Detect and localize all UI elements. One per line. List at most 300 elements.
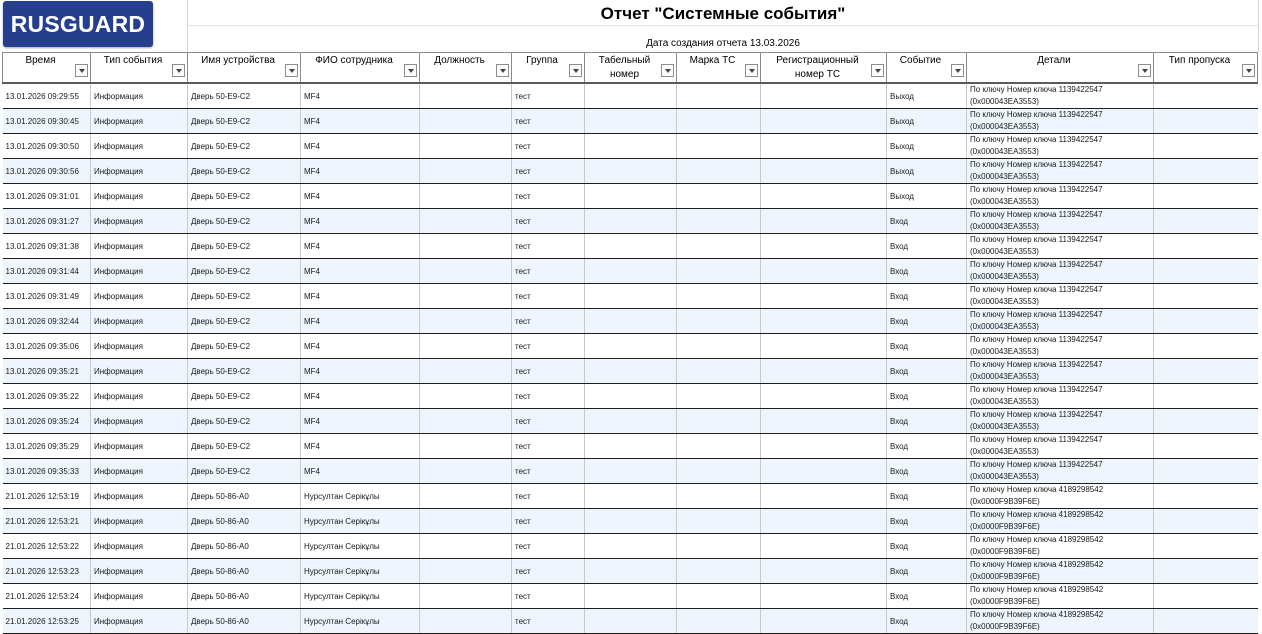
column-header-tabnum[interactable] <box>585 53 677 84</box>
cell-brand[interactable] <box>677 284 761 309</box>
cell-details[interactable]: По ключу Номер ключа 1139422547 (0x000043EA3553) <box>967 159 1154 184</box>
cell-name[interactable]: MF4 <box>301 384 420 409</box>
cell-tabnum[interactable] <box>585 584 677 609</box>
cell-tabnum[interactable] <box>585 509 677 534</box>
cell-tabnum[interactable] <box>585 159 677 184</box>
cell-regnum[interactable] <box>761 409 887 434</box>
column-header-details[interactable] <box>967 53 1154 84</box>
table-row <box>3 509 1258 534</box>
cell-pass[interactable] <box>1154 309 1258 334</box>
cell-type[interactable]: Информация <box>91 234 188 259</box>
cell-time[interactable]: 13.01.2026 09:35:21 <box>3 359 91 384</box>
cell-group[interactable]: тест <box>512 384 585 409</box>
cell-type[interactable]: Информация <box>91 334 188 359</box>
cell-name[interactable]: MF4 <box>301 184 420 209</box>
cell-group[interactable]: тест <box>512 259 585 284</box>
cell-name[interactable]: MF4 <box>301 284 420 309</box>
cell-details[interactable]: По ключу Номер ключа 1139422547 (0x000043EA3553) <box>967 309 1154 334</box>
cell-event[interactable]: Вход <box>887 334 967 359</box>
cell-event[interactable]: Вход <box>887 409 967 434</box>
cell-tabnum[interactable] <box>585 209 677 234</box>
cell-pass[interactable] <box>1154 259 1258 284</box>
cell-group[interactable]: тест <box>512 234 585 259</box>
cell-time[interactable]: 13.01.2026 09:35:22 <box>3 384 91 409</box>
cell-type[interactable]: Информация <box>91 184 188 209</box>
cell-regnum[interactable] <box>761 209 887 234</box>
cell-pass[interactable] <box>1154 559 1258 584</box>
cell-brand[interactable] <box>677 459 761 484</box>
cell-details[interactable]: По ключу Номер ключа 1139422547 (0x000043EA3553) <box>967 209 1154 234</box>
cell-pass[interactable] <box>1154 334 1258 359</box>
cell-regnum[interactable] <box>761 434 887 459</box>
cell-event[interactable]: Вход <box>887 484 967 509</box>
cell-device[interactable]: Дверь 50-E9-C2 <box>188 309 301 334</box>
cell-event[interactable]: Вход <box>887 209 967 234</box>
filter-dropdown-icon[interactable] <box>172 64 185 77</box>
filter-dropdown-icon[interactable] <box>1242 64 1255 77</box>
cell-brand[interactable] <box>677 134 761 159</box>
cell-position[interactable] <box>420 384 512 409</box>
cell-event[interactable]: Вход <box>887 434 967 459</box>
cell-pass[interactable] <box>1154 83 1258 109</box>
cell-brand[interactable] <box>677 534 761 559</box>
cell-regnum[interactable] <box>761 459 887 484</box>
cell-group[interactable]: тест <box>512 559 585 584</box>
cell-brand[interactable] <box>677 559 761 584</box>
cell-details[interactable]: По ключу Номер ключа 1139422547 (0x000043EA3553) <box>967 284 1154 309</box>
cell-time[interactable]: 13.01.2026 09:35:06 <box>3 334 91 359</box>
cell-brand[interactable] <box>677 209 761 234</box>
cell-pass[interactable] <box>1154 384 1258 409</box>
cell-details[interactable]: По ключу Номер ключа 4189298542 (0x0000F9B39F6E) <box>967 484 1154 509</box>
cell-details[interactable]: По ключу Номер ключа 4189298542 (0x0000F9B39F6E) <box>967 584 1154 609</box>
cell-brand[interactable] <box>677 584 761 609</box>
cell-position[interactable] <box>420 559 512 584</box>
cell-brand[interactable] <box>677 159 761 184</box>
filter-dropdown-icon[interactable] <box>404 64 417 77</box>
cell-brand[interactable] <box>677 234 761 259</box>
cell-position[interactable] <box>420 484 512 509</box>
cell-type[interactable]: Информация <box>91 159 188 184</box>
cell-pass[interactable] <box>1154 359 1258 384</box>
column-header-type[interactable] <box>91 53 188 84</box>
cell-name[interactable]: Нурсултан Серікұлы <box>301 609 420 634</box>
cell-pass[interactable] <box>1154 484 1258 509</box>
cell-name[interactable]: MF4 <box>301 234 420 259</box>
cell-type[interactable]: Информация <box>91 534 188 559</box>
cell-name[interactable]: MF4 <box>301 334 420 359</box>
cell-event[interactable]: Вход <box>887 384 967 409</box>
cell-type[interactable]: Информация <box>91 484 188 509</box>
cell-device[interactable]: Дверь 50-E9-C2 <box>188 384 301 409</box>
cell-event[interactable]: Вход <box>887 359 967 384</box>
cell-name[interactable]: MF4 <box>301 359 420 384</box>
cell-time[interactable]: 13.01.2026 09:30:56 <box>3 159 91 184</box>
column-header-position[interactable] <box>420 53 512 84</box>
cell-regnum[interactable] <box>761 83 887 109</box>
cell-details[interactable]: По ключу Номер ключа 4189298542 (0x0000F9B39F6E) <box>967 534 1154 559</box>
cell-name[interactable]: MF4 <box>301 159 420 184</box>
filter-dropdown-icon[interactable] <box>745 64 758 77</box>
cell-tabnum[interactable] <box>585 384 677 409</box>
cell-regnum[interactable] <box>761 584 887 609</box>
cell-group[interactable]: тест <box>512 309 585 334</box>
column-header-group[interactable] <box>512 53 585 84</box>
cell-name[interactable]: Нурсултан Серікұлы <box>301 559 420 584</box>
cell-event[interactable]: Вход <box>887 584 967 609</box>
cell-brand[interactable] <box>677 309 761 334</box>
cell-device[interactable]: Дверь 50-E9-C2 <box>188 334 301 359</box>
cell-name[interactable]: MF4 <box>301 134 420 159</box>
cell-name[interactable]: MF4 <box>301 409 420 434</box>
cell-time[interactable]: 13.01.2026 09:30:45 <box>3 109 91 134</box>
cell-name[interactable]: MF4 <box>301 259 420 284</box>
cell-position[interactable] <box>420 459 512 484</box>
cell-details[interactable]: По ключу Номер ключа 1139422547 (0x000043EA3553) <box>967 134 1154 159</box>
cell-tabnum[interactable] <box>585 234 677 259</box>
cell-device[interactable]: Дверь 50-86-A0 <box>188 534 301 559</box>
filter-dropdown-icon[interactable] <box>285 64 298 77</box>
cell-tabnum[interactable] <box>585 259 677 284</box>
cell-details[interactable]: По ключу Номер ключа 1139422547 (0x000043EA3553) <box>967 434 1154 459</box>
cell-time[interactable]: 13.01.2026 09:31:27 <box>3 209 91 234</box>
cell-pass[interactable] <box>1154 509 1258 534</box>
cell-position[interactable] <box>420 209 512 234</box>
cell-time[interactable]: 21.01.2026 12:53:25 <box>3 609 91 634</box>
cell-group[interactable]: тест <box>512 284 585 309</box>
cell-device[interactable]: Дверь 50-E9-C2 <box>188 83 301 109</box>
cell-time[interactable]: 21.01.2026 12:53:23 <box>3 559 91 584</box>
cell-group[interactable]: тест <box>512 484 585 509</box>
column-header-name[interactable] <box>301 53 420 84</box>
cell-device[interactable]: Дверь 50-E9-C2 <box>188 234 301 259</box>
cell-position[interactable] <box>420 284 512 309</box>
cell-position[interactable] <box>420 409 512 434</box>
cell-regnum[interactable] <box>761 384 887 409</box>
cell-regnum[interactable] <box>761 134 887 159</box>
cell-group[interactable]: тест <box>512 209 585 234</box>
cell-event[interactable]: Выход <box>887 134 967 159</box>
cell-regnum[interactable] <box>761 534 887 559</box>
cell-pass[interactable] <box>1154 284 1258 309</box>
cell-position[interactable] <box>420 434 512 459</box>
cell-event[interactable]: Вход <box>887 609 967 634</box>
cell-event[interactable]: Вход <box>887 309 967 334</box>
cell-group[interactable]: тест <box>512 359 585 384</box>
cell-time[interactable]: 13.01.2026 09:35:33 <box>3 459 91 484</box>
cell-tabnum[interactable] <box>585 334 677 359</box>
table-row <box>3 409 1258 434</box>
cell-event[interactable]: Вход <box>887 534 967 559</box>
cell-position[interactable] <box>420 134 512 159</box>
cell-details[interactable]: По ключу Номер ключа 1139422547 (0x000043EA3553) <box>967 409 1154 434</box>
cell-pass[interactable] <box>1154 184 1258 209</box>
cell-position[interactable] <box>420 83 512 109</box>
cell-brand[interactable] <box>677 334 761 359</box>
cell-regnum[interactable] <box>761 284 887 309</box>
cell-brand[interactable] <box>677 509 761 534</box>
cell-tabnum[interactable] <box>585 609 677 634</box>
cell-group[interactable]: тест <box>512 459 585 484</box>
cell-tabnum[interactable] <box>585 359 677 384</box>
cell-position[interactable] <box>420 359 512 384</box>
cell-event[interactable]: Вход <box>887 509 967 534</box>
cell-device[interactable]: Дверь 50-E9-C2 <box>188 134 301 159</box>
cell-regnum[interactable] <box>761 109 887 134</box>
cell-device[interactable]: Дверь 50-86-A0 <box>188 484 301 509</box>
cell-time[interactable]: 21.01.2026 12:53:24 <box>3 584 91 609</box>
column-header-label: Имя устройства <box>201 55 275 66</box>
filter-dropdown-icon[interactable] <box>661 64 674 77</box>
cell-device[interactable]: Дверь 50-E9-C2 <box>188 459 301 484</box>
cell-tabnum[interactable] <box>585 284 677 309</box>
cell-tabnum[interactable] <box>585 459 677 484</box>
cell-tabnum[interactable] <box>585 134 677 159</box>
table-row <box>3 434 1258 459</box>
cell-regnum[interactable] <box>761 609 887 634</box>
filter-dropdown-icon[interactable] <box>1138 64 1151 77</box>
cell-type[interactable]: Информация <box>91 434 188 459</box>
filter-dropdown-icon[interactable] <box>951 64 964 77</box>
cell-device[interactable]: Дверь 50-E9-C2 <box>188 434 301 459</box>
cell-regnum[interactable] <box>761 559 887 584</box>
cell-position[interactable] <box>420 584 512 609</box>
cell-tabnum[interactable] <box>585 309 677 334</box>
cell-group[interactable]: тест <box>512 109 585 134</box>
cell-name[interactable]: MF4 <box>301 459 420 484</box>
cell-pass[interactable] <box>1154 134 1258 159</box>
table-row <box>3 184 1258 209</box>
cell-name[interactable]: MF4 <box>301 309 420 334</box>
cell-pass[interactable] <box>1154 584 1258 609</box>
cell-details[interactable]: По ключу Номер ключа 1139422547 (0x000043EA3553) <box>967 83 1154 109</box>
cell-details[interactable]: По ключу Номер ключа 1139422547 (0x000043EA3553) <box>967 384 1154 409</box>
cell-regnum[interactable] <box>761 259 887 284</box>
cell-tabnum[interactable] <box>585 109 677 134</box>
cell-name[interactable]: Нурсултан Серікұлы <box>301 534 420 559</box>
cell-group[interactable]: тест <box>512 409 585 434</box>
filter-dropdown-icon[interactable] <box>871 64 884 77</box>
column-header-device[interactable] <box>188 53 301 84</box>
column-header-time[interactable] <box>3 53 91 84</box>
cell-brand[interactable] <box>677 83 761 109</box>
cell-pass[interactable] <box>1154 459 1258 484</box>
cell-brand[interactable] <box>677 434 761 459</box>
cell-details[interactable]: По ключу Номер ключа 4189298542 (0x0000F9B39F6E) <box>967 509 1154 534</box>
cell-position[interactable] <box>420 509 512 534</box>
cell-details[interactable]: По ключу Номер ключа 4189298542 (0x0000F9B39F6E) <box>967 609 1154 634</box>
cell-event[interactable]: Выход <box>887 83 967 109</box>
cell-details[interactable]: По ключу Номер ключа 1139422547 (0x000043EA3553) <box>967 184 1154 209</box>
cell-group[interactable]: тест <box>512 509 585 534</box>
cell-type[interactable]: Информация <box>91 459 188 484</box>
cell-event[interactable]: Вход <box>887 259 967 284</box>
cell-time[interactable]: 13.01.2026 09:35:24 <box>3 409 91 434</box>
cell-pass[interactable] <box>1154 159 1258 184</box>
cell-pass[interactable] <box>1154 534 1258 559</box>
cell-brand[interactable] <box>677 259 761 284</box>
cell-regnum[interactable] <box>761 309 887 334</box>
cell-tabnum[interactable] <box>585 484 677 509</box>
cell-brand[interactable] <box>677 359 761 384</box>
cell-event[interactable]: Вход <box>887 234 967 259</box>
cell-regnum[interactable] <box>761 359 887 384</box>
cell-event[interactable]: Вход <box>887 459 967 484</box>
cell-device[interactable]: Дверь 50-E9-C2 <box>188 409 301 434</box>
cell-position[interactable] <box>420 259 512 284</box>
cell-pass[interactable] <box>1154 409 1258 434</box>
cell-device[interactable]: Дверь 50-E9-C2 <box>188 284 301 309</box>
cell-tabnum[interactable] <box>585 534 677 559</box>
cell-group[interactable]: тест <box>512 334 585 359</box>
cell-type[interactable]: Информация <box>91 284 188 309</box>
cell-brand[interactable] <box>677 109 761 134</box>
cell-regnum[interactable] <box>761 159 887 184</box>
cell-name[interactable]: Нурсултан Серікұлы <box>301 584 420 609</box>
cell-position[interactable] <box>420 309 512 334</box>
cell-pass[interactable] <box>1154 109 1258 134</box>
cell-tabnum[interactable] <box>585 409 677 434</box>
cell-regnum[interactable] <box>761 334 887 359</box>
cell-brand[interactable] <box>677 609 761 634</box>
cell-group[interactable]: тест <box>512 534 585 559</box>
cell-device[interactable]: Дверь 50-E9-C2 <box>188 159 301 184</box>
filter-dropdown-icon[interactable] <box>496 64 509 77</box>
cell-group[interactable]: тест <box>512 184 585 209</box>
cell-type[interactable]: Информация <box>91 134 188 159</box>
column-header-brand[interactable] <box>677 53 761 84</box>
cell-details[interactable]: По ключу Номер ключа 1139422547 (0x000043EA3553) <box>967 459 1154 484</box>
column-header-label: Группа <box>526 55 558 66</box>
cell-tabnum[interactable] <box>585 184 677 209</box>
cell-time[interactable]: 13.01.2026 09:32:44 <box>3 309 91 334</box>
cell-device[interactable]: Дверь 50-86-A0 <box>188 509 301 534</box>
cell-position[interactable] <box>420 534 512 559</box>
cell-device[interactable]: Дверь 50-E9-C2 <box>188 109 301 134</box>
cell-type[interactable]: Информация <box>91 259 188 284</box>
cell-position[interactable] <box>420 609 512 634</box>
cell-name[interactable]: MF4 <box>301 109 420 134</box>
cell-type[interactable]: Информация <box>91 209 188 234</box>
cell-pass[interactable] <box>1154 609 1258 634</box>
cell-details[interactable]: По ключу Номер ключа 4189298542 (0x0000F9B39F6E) <box>967 559 1154 584</box>
cell-regnum[interactable] <box>761 484 887 509</box>
filter-dropdown-icon[interactable] <box>75 64 88 77</box>
cell-details[interactable]: По ключу Номер ключа 1139422547 (0x000043EA3553) <box>967 334 1154 359</box>
cell-time[interactable]: 21.01.2026 12:53:21 <box>3 509 91 534</box>
cell-position[interactable] <box>420 109 512 134</box>
cell-brand[interactable] <box>677 484 761 509</box>
cell-device[interactable]: Дверь 50-86-A0 <box>188 559 301 584</box>
cell-position[interactable] <box>420 184 512 209</box>
cell-group[interactable]: тест <box>512 159 585 184</box>
cell-group[interactable]: тест <box>512 434 585 459</box>
cell-type[interactable]: Информация <box>91 509 188 534</box>
cell-name[interactable]: MF4 <box>301 83 420 109</box>
cell-time[interactable]: 13.01.2026 09:29:55 <box>3 83 91 109</box>
cell-time[interactable]: 13.01.2026 09:31:01 <box>3 184 91 209</box>
cell-time[interactable]: 13.01.2026 09:35:29 <box>3 434 91 459</box>
cell-tabnum[interactable] <box>585 559 677 584</box>
cell-regnum[interactable] <box>761 509 887 534</box>
cell-regnum[interactable] <box>761 184 887 209</box>
cell-type[interactable]: Информация <box>91 609 188 634</box>
cell-device[interactable]: Дверь 50-E9-C2 <box>188 209 301 234</box>
cell-type[interactable]: Информация <box>91 83 188 109</box>
column-header-event[interactable] <box>887 53 967 84</box>
events-table <box>2 52 1258 634</box>
column-header-label: Регистрационный номер ТС <box>776 55 859 80</box>
cell-name[interactable]: Нурсултан Серікұлы <box>301 484 420 509</box>
table-row <box>3 259 1258 284</box>
cell-position[interactable] <box>420 159 512 184</box>
cell-event[interactable]: Выход <box>887 159 967 184</box>
filter-dropdown-icon[interactable] <box>569 64 582 77</box>
cell-type[interactable]: Информация <box>91 359 188 384</box>
cell-device[interactable]: Дверь 50-86-A0 <box>188 584 301 609</box>
cell-pass[interactable] <box>1154 434 1258 459</box>
cell-details[interactable]: По ключу Номер ключа 1139422547 (0x000043EA3553) <box>967 359 1154 384</box>
cell-details[interactable]: По ключу Номер ключа 1139422547 (0x000043EA3553) <box>967 234 1154 259</box>
cell-name[interactable]: Нурсултан Серікұлы <box>301 509 420 534</box>
cell-brand[interactable] <box>677 184 761 209</box>
cell-device[interactable]: Дверь 50-E9-C2 <box>188 184 301 209</box>
cell-time[interactable]: 13.01.2026 09:30:50 <box>3 134 91 159</box>
cell-type[interactable]: Информация <box>91 584 188 609</box>
cell-device[interactable]: Дверь 50-E9-C2 <box>188 359 301 384</box>
cell-details[interactable]: По ключу Номер ключа 1139422547 (0x000043EA3553) <box>967 109 1154 134</box>
cell-position[interactable] <box>420 234 512 259</box>
table-row <box>3 284 1258 309</box>
cell-name[interactable]: MF4 <box>301 434 420 459</box>
cell-name[interactable]: MF4 <box>301 209 420 234</box>
cell-time[interactable]: 13.01.2026 09:31:38 <box>3 234 91 259</box>
cell-device[interactable]: Дверь 50-86-A0 <box>188 609 301 634</box>
cell-group[interactable]: тест <box>512 609 585 634</box>
cell-device[interactable]: Дверь 50-E9-C2 <box>188 259 301 284</box>
cell-regnum[interactable] <box>761 234 887 259</box>
cell-event[interactable]: Выход <box>887 109 967 134</box>
cell-time[interactable]: 13.01.2026 09:31:49 <box>3 284 91 309</box>
cell-brand[interactable] <box>677 409 761 434</box>
cell-tabnum[interactable] <box>585 434 677 459</box>
cell-group[interactable]: тест <box>512 584 585 609</box>
cell-type[interactable]: Информация <box>91 384 188 409</box>
cell-details[interactable]: По ключу Номер ключа 1139422547 (0x000043EA3553) <box>967 259 1154 284</box>
cell-time[interactable]: 13.01.2026 09:31:44 <box>3 259 91 284</box>
cell-time[interactable]: 21.01.2026 12:53:22 <box>3 534 91 559</box>
cell-event[interactable]: Выход <box>887 184 967 209</box>
cell-type[interactable]: Информация <box>91 109 188 134</box>
cell-event[interactable]: Вход <box>887 284 967 309</box>
cell-brand[interactable] <box>677 384 761 409</box>
cell-group[interactable]: тест <box>512 134 585 159</box>
cell-type[interactable]: Информация <box>91 409 188 434</box>
cell-pass[interactable] <box>1154 209 1258 234</box>
cell-pass[interactable] <box>1154 234 1258 259</box>
cell-tabnum[interactable] <box>585 83 677 109</box>
cell-time[interactable]: 21.01.2026 12:53:19 <box>3 484 91 509</box>
column-header-regnum[interactable] <box>761 53 887 84</box>
cell-event[interactable]: Вход <box>887 559 967 584</box>
cell-type[interactable]: Информация <box>91 309 188 334</box>
column-header-label: Тип события <box>103 55 163 66</box>
cell-position[interactable] <box>420 334 512 359</box>
cell-type[interactable]: Информация <box>91 559 188 584</box>
table-row <box>3 334 1258 359</box>
cell-group[interactable]: тест <box>512 83 585 109</box>
column-header-pass[interactable] <box>1154 53 1258 84</box>
